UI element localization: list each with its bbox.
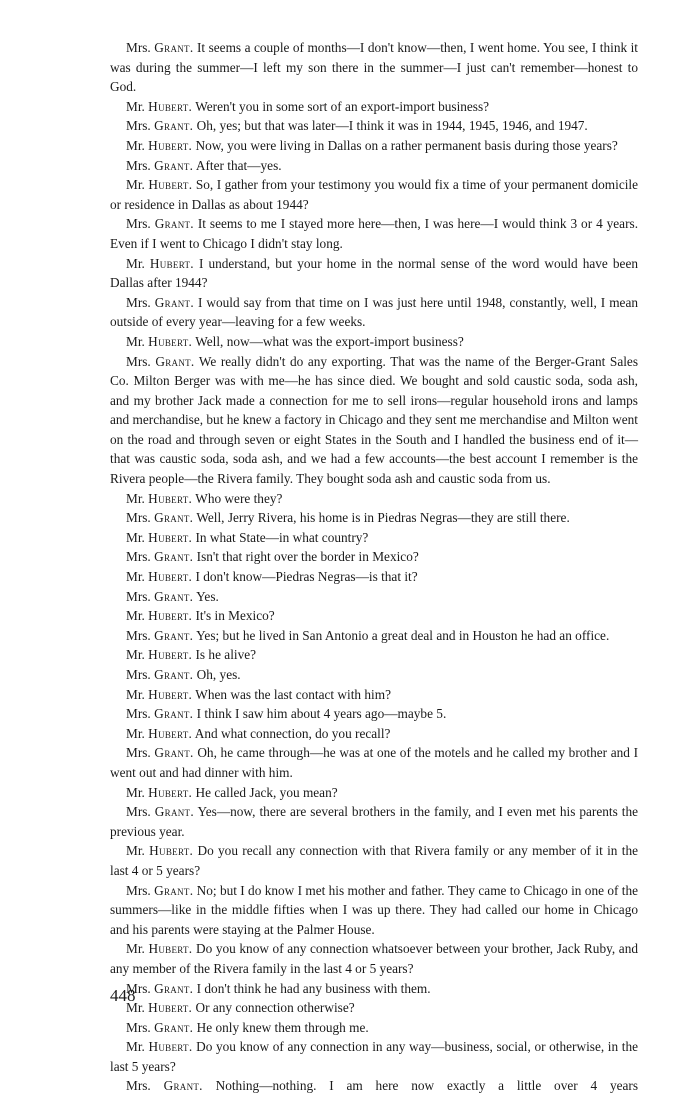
statement-text: Yes; but he lived in San Antonio a great deal and in Houston he had an office. <box>196 627 610 643</box>
testimony-paragraph <box>110 724 638 744</box>
testimony-paragraph <box>110 332 638 352</box>
speaker-title: Mr. <box>126 647 145 663</box>
speaker-title: Mr. <box>126 333 145 349</box>
statement-text: I understand, but your home in the normal sense of the word would have been Dallas after 1944? <box>110 255 638 291</box>
testimony-paragraph <box>110 136 638 156</box>
statement-text: After that—yes. <box>195 157 282 173</box>
testimony-paragraph <box>110 97 638 117</box>
statement-text: Now, you were living in Dallas on a rather permanent basis during those years? <box>195 137 618 153</box>
speaker-title: Mr. <box>126 784 145 800</box>
statement-text: And what connection, do you recall? <box>194 725 391 741</box>
speaker-title: Mrs. <box>126 667 151 682</box>
statement-text: Yes—now, there are several brothers in the family, and I even met his parents the previous year. <box>110 804 638 839</box>
speaker-title: Mr. <box>126 177 145 193</box>
speaker-title: Mr. <box>126 255 145 271</box>
statement-text: In what State—in what country? <box>195 529 369 545</box>
testimony-paragraph <box>110 214 638 253</box>
speaker-name: Hubert. <box>148 1039 193 1055</box>
speaker-name: Hubert. <box>148 333 193 349</box>
statement-text: When was the last contact with him? <box>195 686 391 702</box>
speaker-title: Mr. <box>126 608 145 624</box>
statement-text: Do you know of any connection in any way—business, social, or otherwise, in the last 5 years? <box>110 1039 639 1074</box>
speaker-name: Hubert. <box>148 569 193 585</box>
speaker-title: Mrs. <box>126 353 151 369</box>
speaker-name: Grant. <box>154 1019 194 1035</box>
statement-text: I would say from that time on I was just here until 1948, constantly, well, I mean outside of every year—leaving for a few weeks. <box>110 294 639 330</box>
speaker-name: Grant. <box>154 294 194 310</box>
speaker-name: Hubert. <box>148 137 193 153</box>
testimony-paragraph <box>110 841 638 880</box>
statement-text: I don't know—Piedras Negras—is that it? <box>195 569 418 585</box>
speaker-title: Mrs. <box>126 882 151 898</box>
testimony-paragraph <box>110 489 638 509</box>
statement-text: He only knew them through me. <box>196 1019 369 1035</box>
testimony-paragraph <box>110 606 638 626</box>
speaker-title: Mrs. <box>126 804 151 820</box>
speaker-name: Grant. <box>154 882 194 898</box>
testimony-paragraph <box>110 352 638 489</box>
testimony-paragraph <box>110 587 638 607</box>
speaker-name: Grant. <box>154 157 194 173</box>
speaker-title: Mr. <box>126 569 145 585</box>
speaker-title: Mrs. <box>126 588 151 604</box>
speaker-name: Hubert. <box>148 686 193 702</box>
speaker-name: Hubert. <box>148 177 193 193</box>
testimony-paragraph <box>110 38 638 97</box>
testimony-paragraph <box>110 783 638 803</box>
speaker-name: Hubert. <box>148 608 193 624</box>
testimony-paragraph <box>110 939 638 978</box>
statement-text: Isn't that right over the border in Mexico? <box>196 549 419 565</box>
speaker-name: Grant. <box>154 40 194 55</box>
speaker-name: Hubert. <box>149 843 194 859</box>
speaker-title: Mrs. <box>126 216 151 232</box>
speaker-name: Grant. <box>154 549 194 565</box>
testimony-paragraph <box>110 508 638 528</box>
speaker-title: Mr. <box>126 490 145 506</box>
speaker-name: Grant. <box>154 216 194 232</box>
speaker-title: Mrs. <box>126 118 151 134</box>
testimony-paragraph <box>110 116 638 136</box>
speaker-title: Mrs. <box>126 627 151 643</box>
speaker-title: Mrs. <box>126 980 151 996</box>
speaker-name: Hubert. <box>148 1000 193 1016</box>
statement-text: He called Jack, you mean? <box>195 784 338 800</box>
speaker-name: Hubert. <box>148 941 193 957</box>
speaker-name: Hubert. <box>149 255 194 271</box>
speaker-title: Mr. <box>126 529 145 545</box>
speaker-name: Grant. <box>155 353 195 369</box>
statement-text: Is he alive? <box>195 647 257 663</box>
testimony-paragraph <box>110 1037 638 1076</box>
speaker-name: Grant. <box>154 588 194 604</box>
speaker-name: Grant. <box>154 510 194 526</box>
speaker-name: Hubert. <box>148 784 193 800</box>
speaker-title: Mr. <box>126 941 145 957</box>
statement-text: Well, now—what was the export-import business? <box>195 333 464 349</box>
statement-text: I think I saw him about 4 years ago—maybe 5. <box>196 706 447 722</box>
speaker-name: Grant. <box>154 118 194 134</box>
speaker-name: Hubert. <box>148 529 193 545</box>
speaker-name: Hubert. <box>148 98 193 114</box>
statement-text: No; but I do know I met his mother and father. They came to Chicago in one of the summers—like in the middle fifties when I was up there. They had called our home in Chicago and his parents were staying at the Palmer House. <box>110 882 638 937</box>
statement-text: Nothing—nothing. I am here now exactly a little over 4 years <box>215 1078 638 1094</box>
speaker-title: Mrs. <box>126 706 151 722</box>
statement-text: Or any connection otherwise? <box>195 1000 355 1016</box>
testimony-paragraph <box>110 979 638 999</box>
testimony-paragraph <box>110 626 638 646</box>
speaker-name: Grant. <box>154 804 194 820</box>
speaker-title: Mrs. <box>126 1078 151 1094</box>
speaker-title: Mrs. <box>126 40 151 55</box>
testimony-paragraph <box>110 802 638 841</box>
speaker-name: Hubert. <box>148 647 193 663</box>
statement-text: We really didn't do any exporting. That was the name of the Berger-Grant Sales Co. Milton Berger was with me—he has since died. We bought and sold caustic soda, soda ash, and my brother Jack made a connection for me to sell irons—regular household irons and lamps and merchandise, but he knew a factory in Chicago and they sent me merchandise and Milton went on the road and through seven or eight States in the South and I handled the business end of it—that was caustic soda, soda ash, and we had a few accounts—the best account I remember is the Rivera people—the Rivera family. They bought soda ash and caustic soda from us. <box>110 353 638 487</box>
statement-text: It seems to me I stayed more here—then, I was here—I would think 3 or 4 years. Even if I went to Chicago I didn't stay long. <box>110 216 639 251</box>
speaker-title: Mrs. <box>126 294 151 310</box>
statement-text: It seems a couple of months—I don't know—then, I went home. You see, I think it was during the summer—I left my son there in the summer—I just can't remember—honest to God. <box>110 40 639 95</box>
statement-text: Oh, yes; but that was later—I think it was in 1944, 1945, 1946, and 1947. <box>196 118 588 134</box>
testimony-paragraph <box>110 645 638 665</box>
testimony-paragraph <box>110 293 638 332</box>
testimony-paragraph <box>110 743 638 782</box>
speaker-title: Mr. <box>126 686 145 702</box>
speaker-title: Mr. <box>126 1039 145 1055</box>
speaker-title: Mr. <box>126 98 145 114</box>
testimony-paragraph <box>110 1018 638 1038</box>
speaker-title: Mrs. <box>126 1019 151 1035</box>
statement-text: Who were they? <box>195 490 283 506</box>
statement-text: Oh, yes. <box>196 667 241 682</box>
speaker-title: Mr. <box>126 843 145 859</box>
testimony-paragraph <box>110 998 638 1018</box>
statement-text: Do you recall any connection with that Rivera family or any member of it in the last 4 or 5 years? <box>110 843 638 878</box>
speaker-title: Mr. <box>126 137 145 153</box>
testimony-paragraph <box>110 567 638 587</box>
testimony-paragraph <box>110 547 638 567</box>
testimony-paragraph <box>110 175 638 214</box>
speaker-title: Mrs. <box>126 157 151 173</box>
page-number: 448 <box>110 986 136 1005</box>
speaker-title: Mr. <box>126 725 145 741</box>
speaker-name: Hubert. <box>148 490 193 506</box>
speaker-name: Grant. <box>154 706 194 722</box>
testimony-paragraph <box>110 254 638 293</box>
statement-text: Yes. <box>196 588 219 604</box>
speaker-title: Mrs. <box>126 510 151 526</box>
speaker-title: Mrs. <box>126 745 151 761</box>
statement-text: Well, Jerry Rivera, his home is in Piedras Negras—they are still there. <box>196 510 570 526</box>
speaker-title: Mrs. <box>126 549 151 565</box>
statement-text: Oh, he came through—he was at one of the motels and he called my brother and I went out and had dinner with him. <box>110 745 639 780</box>
speaker-name: Grant. <box>163 1078 203 1094</box>
testimony-paragraph <box>110 1076 638 1096</box>
testimony-paragraph <box>110 528 638 548</box>
statement-text: So, I gather from your testimony you would fix a time of your permanent domicile or residence in Dallas as about 1944? <box>110 177 639 212</box>
statement-text: Weren't you in some sort of an export-import business? <box>195 98 490 114</box>
testimony-paragraph <box>110 685 638 705</box>
speaker-name: Grant. <box>154 667 194 682</box>
statement-text: It's in Mexico? <box>195 608 275 624</box>
statement-text: Do you know of any connection whatsoever between your brother, Jack Ruby, and any member of the Rivera family in the last 4 or 5 years? <box>110 941 638 976</box>
speaker-name: Grant. <box>154 627 194 643</box>
speaker-name: Grant. <box>154 980 194 996</box>
speaker-name: Hubert. <box>148 725 193 741</box>
testimony-paragraph <box>110 881 638 940</box>
testimony-text <box>110 38 638 1096</box>
testimony-paragraph <box>110 156 638 176</box>
testimony-paragraph <box>110 704 638 724</box>
statement-text: I don't think he had any business with them. <box>196 980 431 996</box>
testimony-paragraph <box>110 665 638 685</box>
speaker-title: Mr. <box>126 1000 145 1016</box>
speaker-name: Grant. <box>154 745 194 761</box>
